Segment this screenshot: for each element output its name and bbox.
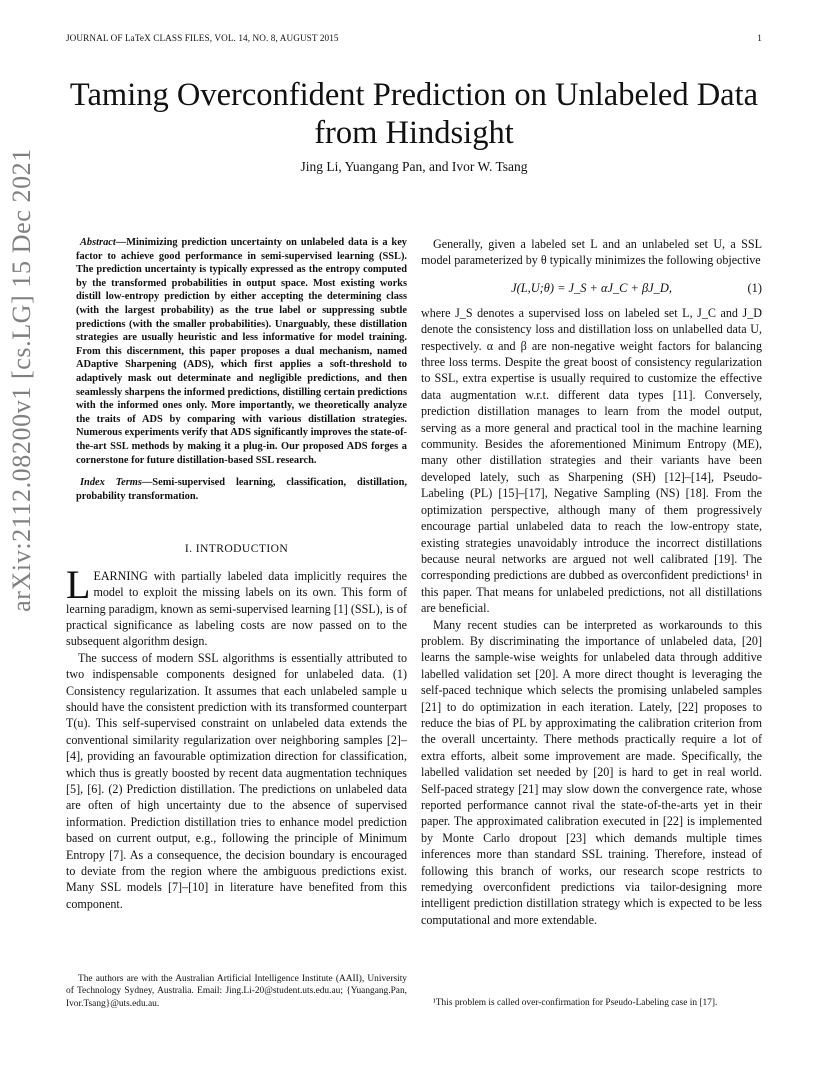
right-column xyxy=(421,236,762,928)
affiliation-footnote xyxy=(66,973,407,1010)
paper-authors: Jing Li, Yuangang Pan, and Ivor W. Tsang xyxy=(300,159,528,174)
footnote-1-text: ¹This problem is called over-confirmation for Pseudo-Labeling case in [17]. xyxy=(433,998,718,1008)
equation-body: J(L,U;θ) = J_S + αJ_C + βJ_D, xyxy=(511,280,672,295)
equation-1 xyxy=(421,273,762,303)
index-terms xyxy=(66,476,407,503)
index-terms-text: —Semi-supervised learning, classification, distillation, probability transformation. xyxy=(76,477,407,502)
intro-paragraph-1 xyxy=(66,561,407,650)
right-paragraph-1: Generally, given a labeled set L and an unlabeled set U, a SSL model parameterized by θ typically minimizes the following objective xyxy=(421,237,762,268)
abstract-text: —Minimizing prediction uncertainty on unlabeled data is a key factor to achieve good performance in semi-supervised learning (SSL). The prediction uncertainty is typically expressed as the entropy computed by the transformed probabilities in output space. Most existing works distill low-entropy prediction by either accepting the determining class (with the largest probability) as the true label or suppressing subtle predictions (with the smaller probabilities). Unarguably, these distillation strategies are usually heuristic and less informative for model training. From this discernment, this paper proposes a dual mechanism, named ADaptive Sharpening (ADS), which first applies a soft-threshold to adaptively mask out determinate and negligible predictions, and then seamlessly sharpens the informed predictions, distilling certain predictions with the informed ones only. More importantly, we theoretically analyze the traits of ADS by comparing with various distillation strategies. Numerous experiments verify that ADS significantly improves the state-of-the-art SSL methods by making it a plug-in. Our proposed ADS forges a cornerstone for future distillation-based SSL research. xyxy=(76,237,407,466)
right-paragraph-2: where J_S denotes a supervised loss on labeled set L, J_C and J_D denote the consistency loss and distillation loss on unlabelled data U, respectively. α and β are non-negative weight factors for balancing three loss terms. Despite the great boost of consistency regularization to SSL, extra expertise is usually required to customize the effective data augmentation w.r.t. different data types [11]. Conversely, prediction distillation manages to learn from the model output, serving as a more general and practical tool in the machine learning community. Besides the aforementioned Minimum Entropy (ME), many other distillation strategies and their variants have been developed lately, such as Sharpening (SH) [12]–[14], Pseudo-Labeling (PL) [15]–[17], Negative Sampling (NS) [18]. From the optimization perspective, although many of them progressively encourage partial unlabeled data to reach the low-entropy state, existing strategies unavoidably introduce the incorrect distillations because neural networks are argued not well calibrated [19]. The corresponding predictions are dubbed as overconfident predictions¹ in this paper. That means for unlabeled predictions, not all distillations are beneficial. xyxy=(421,305,762,616)
abstract-label: Abstract xyxy=(80,237,116,248)
page-number: 1 xyxy=(757,33,762,43)
equation-number: (1) xyxy=(747,280,762,295)
footnote-1 xyxy=(421,997,762,1009)
drop-cap: L xyxy=(66,561,91,607)
intro-paragraph-1-text: EARNING with partially labeled data implicitly requires the model to exploit the missing labels on its own. This form of learning paradigm, known as semi-supervised learning [1] (SSL), is of practical significance as labeling costs are now passed on to the subsequent algorithm design. xyxy=(66,568,407,649)
running-header xyxy=(66,33,762,47)
left-column xyxy=(66,236,407,912)
intro-paragraph-2: The success of modern SSL algorithms is essentially attributed to two indispensable components designed for unlabeled data. (1) Consistency regularization. It assumes that each unlabeled sample u should have the consistent prediction with its transformed counterpart T(u). This self-supervised constraint on unlabeled data extends the conventional similarity regularization over neighboring samples [2]–[4], providing an favourable optimization direction for classification, which thus is greatly boosted by recent data augmentation techniques [5], [6]. (2) Prediction distillation. The predictions on unlabeled data are often of high uncertainty due to the absence of supervised information. Prediction distillation tries to enhance model prediction based on current output, e.g., following the principle of Minimum Entropy [7]. As a consequence, the decision boundary is encouraged to deviate from the region where the ambiguous predictions exist. Many SSL models [7]–[10] in literature have benefited from this component. xyxy=(66,650,407,911)
paper-title: Taming Overconfident Prediction on Unlabeled Data from Hindsight xyxy=(69,77,759,151)
arxiv-identifier: arXiv:2112.08200v1 [cs.LG] 15 Dec 2021 xyxy=(7,148,36,612)
right-paragraph-3: Many recent studies can be interpreted as workarounds to this problem. By discriminating the importance of unlabeled data, [20] learns the sample-wise weights for unlabeled data through additive labelled validation set [20]. A more direct thought is leveraging the self-paced technique which selects the promising unlabeled samples [21] to do optimization in each iteration. Lately, [22] proposes to reduce the bias of PL by approximating the calibration criterion from the overall uncertainty. There methods practically require a lot of extra efforts, albeit some improvement are made. Specifically, the labelled validation set needed by [20] is hard to get in real world. Self-paced strategy [21] may slow down the convergence rate, whose reported performance cannot rival the state-of-the-arts yet in their paper. The approximated calibration executed in [22] is implemented by Monte Carlo dropout [23] which demands multiple times inferences more than standard SSL training. Therefore, instead of following this branch of works, our research scope restricts to remedying overconfident predictions via tailor-designing more intelligent prediction distillation strategy which is expected to be less computational and more extendable. xyxy=(421,617,762,927)
section-heading: I. INTRODUCTION xyxy=(184,542,289,556)
abstract xyxy=(66,236,407,467)
affiliation-text: The authors are with the Australian Artificial Intelligence Institute (AAII), University of Technology Sydney, Australia. Email: Jing.Li-20@student.uts.edu.au; {Yuangang.Pan, Ivor.Tsang}@uts.edu.au. xyxy=(66,974,407,1009)
journal-name: JOURNAL OF LaTeX CLASS FILES, VOL. 14, NO. 8, AUGUST 2015 xyxy=(66,33,339,43)
index-terms-label: Index Terms xyxy=(80,477,142,489)
